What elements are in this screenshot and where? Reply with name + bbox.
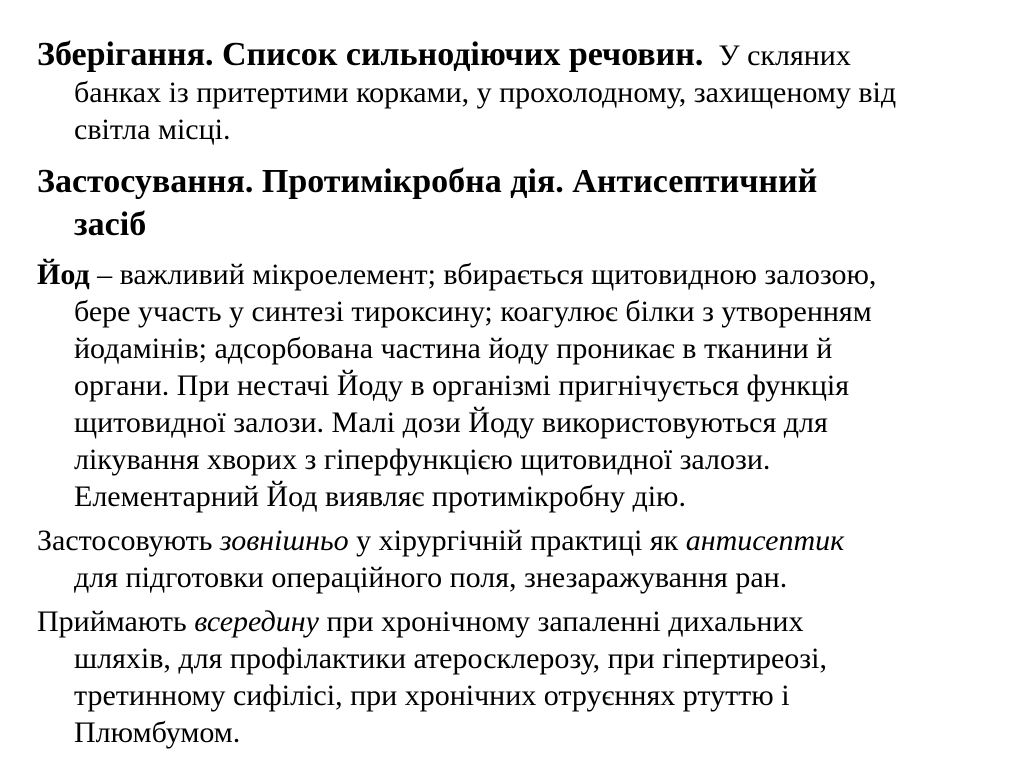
storage-text-1: У скляних bbox=[718, 39, 851, 72]
iodine-line-6: лікування хворих з гіперфункцією щитовидної залози. bbox=[74, 443, 771, 476]
application-heading-line-2: засіб bbox=[74, 206, 147, 243]
iodine-term: Йод bbox=[37, 258, 90, 291]
storage-text-3: світла місці. bbox=[74, 113, 231, 146]
storage-heading: Зберігання. Список сильнодіючих речовин. bbox=[37, 36, 704, 73]
application-heading-line-1: Застосування. Протимікробна дія. Антисептичний bbox=[37, 163, 818, 200]
external-use-emphasis-1: зовнішньо bbox=[219, 524, 349, 557]
internal-use-text-1: Приймають bbox=[37, 605, 195, 638]
storage-paragraph bbox=[37, 36, 1018, 148]
application-heading bbox=[37, 160, 1018, 246]
iodine-line-4: органи. При нестачі Йоду в організмі пригнічується функція bbox=[74, 369, 850, 402]
internal-use-paragraph bbox=[37, 603, 1018, 751]
iodine-line-5: щитовидної залози. Малі дози Йоду використовуються для bbox=[74, 406, 828, 439]
internal-use-emphasis: всередину bbox=[194, 605, 319, 638]
internal-use-text-4: третинному сифілісі, при хронічних отруєннях ртуттю і bbox=[74, 679, 790, 712]
internal-use-text-3: шляхів, для профілактики атеросклерозу, при гіпертиреозі, bbox=[74, 642, 827, 675]
iodine-line-3: йодамінів; адсорбована частина йоду проникає в тканини й bbox=[74, 332, 833, 365]
internal-use-text-5: Плюмбумом. bbox=[74, 716, 241, 749]
external-use-text-3: для підготовки операційного поля, знезаражування ран. bbox=[74, 561, 788, 594]
external-use-text-2: у хірургічній практиці як bbox=[348, 524, 686, 557]
iodine-line-2: бере участь у синтезі тироксину; коагулює білки з утворенням bbox=[74, 295, 872, 328]
storage-text-2: банках із притертими корками, у прохолодному, захищеному від bbox=[74, 76, 897, 109]
iodine-line-7: Елементарний Йод виявляє протимікробну дію. bbox=[74, 480, 686, 513]
internal-use-text-2: при хронічному запаленні дихальних bbox=[319, 605, 804, 638]
iodine-paragraph bbox=[37, 256, 1018, 515]
external-use-paragraph bbox=[37, 522, 1018, 596]
iodine-line-1: – важливий мікроелемент; вбирається щитовидною залозою, bbox=[89, 258, 877, 291]
external-use-emphasis-2: антисептик bbox=[685, 524, 845, 557]
external-use-text-1: Застосовують bbox=[37, 524, 220, 557]
